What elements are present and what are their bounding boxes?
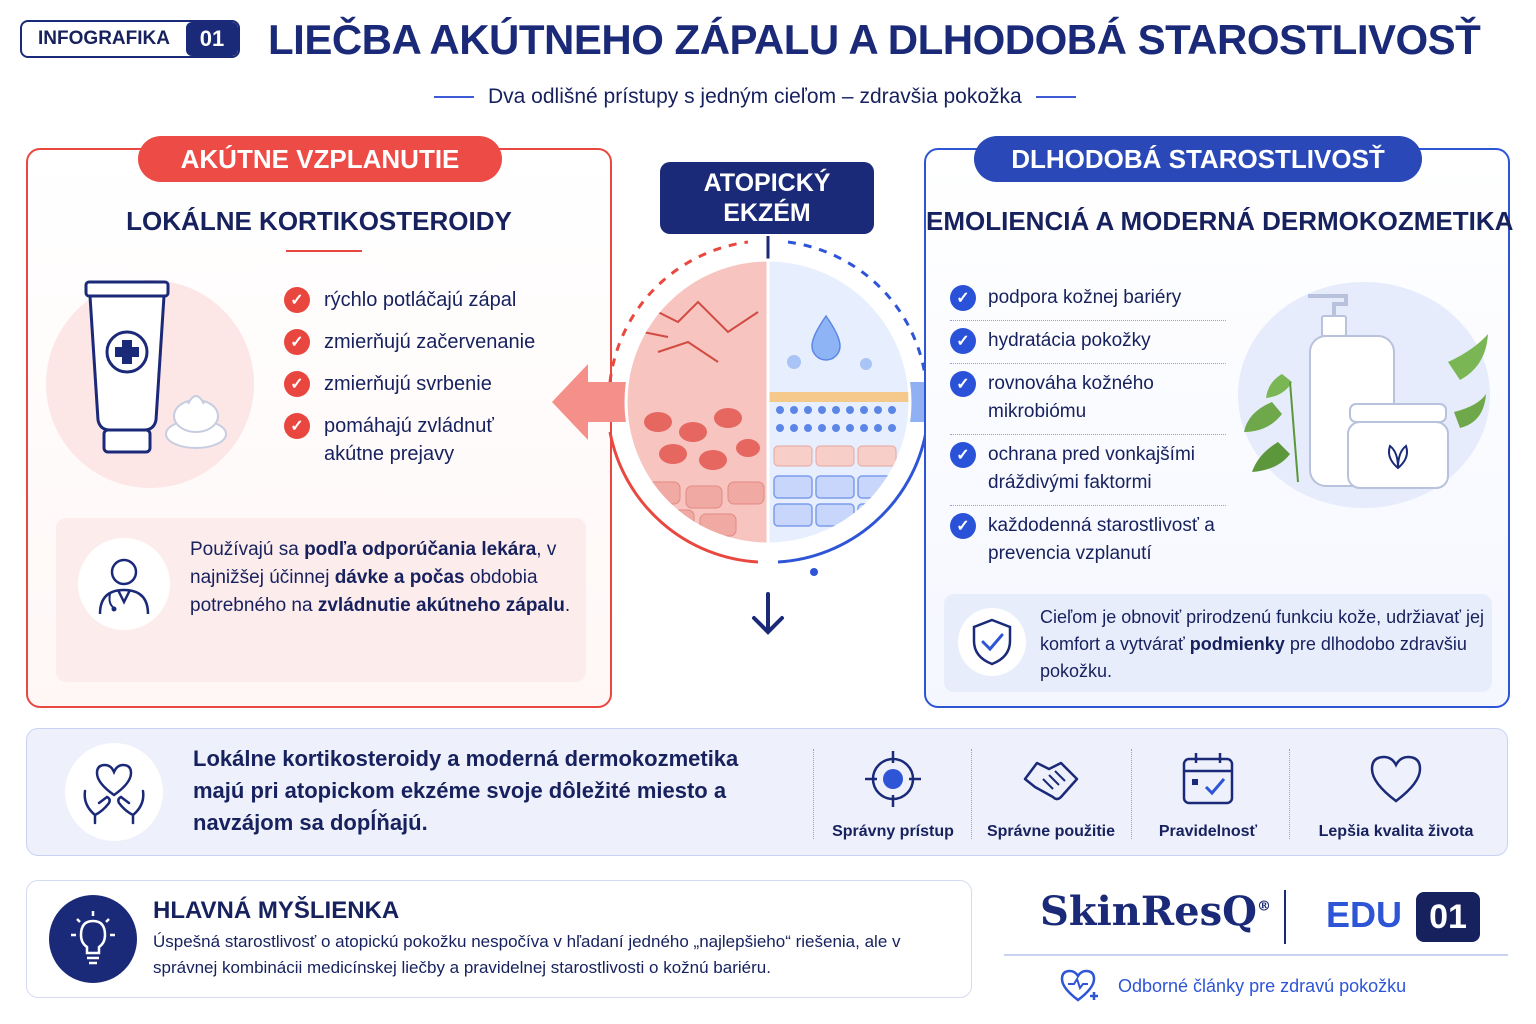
check-icon: ✓ [950, 328, 976, 354]
brand-separator [1284, 890, 1286, 944]
skinresq-logo [1040, 888, 1271, 935]
list-item [950, 364, 1226, 435]
acute-flare-pill: AKÚTNE VZPLANUTIE [138, 136, 502, 182]
check-icon: ✓ [284, 371, 310, 397]
list-item [284, 328, 535, 356]
list-item-text: rovnováha kožného mikrobiómu [988, 373, 1154, 422]
check-icon: ✓ [950, 371, 976, 397]
edu-number: 01 [1416, 892, 1480, 942]
list-item [950, 506, 1226, 576]
calendar-icon [1178, 749, 1238, 809]
branding-rule [1004, 954, 1508, 956]
main-idea-text: Úspešná starostlivosť o atopickú pokožku nespočíva v hľadaní jedného „najlepšieho“ riešenia, ale v správnej kombinácii medicínskej liečby a pravidelnej starostlivosti o kožnú bariéru. [153, 932, 901, 977]
long-term-care-pill: DLHODOBÁ STAROSTLIVOSŤ [974, 136, 1422, 182]
heart-pulse-icon [1060, 968, 1100, 1004]
heading-underline [286, 250, 362, 252]
benefit-correct-use [981, 749, 1121, 841]
page-title: LIEČBA AKÚTNEHO ZÁPALU A DLHODOBÁ STAROSTLIVOSŤ [268, 16, 1481, 63]
check-icon: ✓ [284, 329, 310, 355]
goal-sentence: Cieľom je obnoviť prirodzenú funkciu kože, udržiavať jej komfort a vytvárať [1040, 607, 1484, 654]
summary-band [26, 728, 1508, 856]
check-icon: ✓ [950, 285, 976, 311]
atopic-eczema-label: ATOPICKÝ EKZÉM [660, 162, 874, 234]
doctor-icon [78, 538, 170, 630]
summary-text: Lokálne kortikosteroidy a moderná dermokozmetika majú pri atopickom ekzéme svoje dôležité miesto a navzájom sa dopĺňajú. [193, 746, 739, 835]
check-icon: ✓ [284, 413, 310, 439]
list-item [284, 370, 535, 398]
separator [1289, 749, 1290, 839]
infografika-badge [20, 20, 240, 58]
goal-note [944, 594, 1492, 692]
list-item [950, 278, 1226, 321]
badge-number: 01 [186, 22, 238, 56]
skin-cross-section-illustration [548, 232, 988, 644]
doctor-note-text [190, 536, 574, 620]
benefit-correct-approach [825, 749, 961, 841]
main-idea-box [26, 880, 972, 998]
benefit-label: Správne použitie [986, 823, 1116, 840]
badge-label: INFOGRAFIKA [38, 28, 170, 49]
cream-tube-illustration [46, 280, 254, 488]
shield-check-icon [958, 608, 1026, 676]
check-icon: ✓ [284, 287, 310, 313]
tagline: Odborné články pre zdravú pokožku [1118, 976, 1407, 996]
benefit-regularity [1141, 749, 1275, 841]
main-idea-title: HLAVNÁ MYŠLIENKA [153, 897, 400, 924]
benefit-label: Pravidelnosť [1158, 823, 1258, 840]
list-item-text: podpora kožnej bariéry [988, 287, 1182, 308]
benefit-quality-of-life [1301, 749, 1491, 841]
subtitle-row [434, 85, 1174, 109]
list-item-text: hydratácia pokožky [988, 330, 1151, 351]
list-item [284, 286, 535, 314]
goal-text [1040, 604, 1484, 685]
lightbulb-icon [49, 895, 137, 983]
note-text: , v najnižšej účinnej [190, 539, 557, 588]
separator [971, 749, 972, 839]
benefit-label: Lepšia kvalita života [1318, 823, 1474, 840]
corticosteroids-heading: LOKÁLNE KORTIKOSTEROIDY [126, 206, 512, 236]
heart-icon [1366, 749, 1426, 809]
check-icon: ✓ [950, 442, 976, 468]
separator [1131, 749, 1132, 839]
list-item-text: každodenná starostlivosť a prevencia vzplanutí [988, 515, 1215, 564]
emollient-products-illustration [1238, 282, 1490, 508]
logo-text: SkinResQ [1040, 888, 1257, 935]
note-text: obdobia potrebného na [190, 567, 538, 616]
list-item [950, 435, 1226, 506]
cream-tube-icon [46, 280, 254, 488]
list-item-text: zmierňujú svrbenie [324, 373, 492, 395]
target-icon [863, 749, 923, 809]
corticosteroid-benefits-list [284, 286, 535, 482]
check-icon: ✓ [950, 513, 976, 539]
list-item-text: pomáhajú zvládnuť akútne prejavy [324, 415, 494, 465]
doctor-note [56, 518, 586, 682]
handshake-icon [1021, 749, 1081, 809]
list-item-text: ochrana pred vonkajšími dráždivými faktormi [988, 444, 1195, 493]
acute-flare-panel [26, 143, 612, 708]
down-arrow-icon [754, 594, 782, 632]
subtitle-rule-right [1036, 96, 1076, 98]
long-term-care-panel [924, 143, 1514, 708]
note-text: Používajú sa [190, 539, 305, 560]
benefit-label: Správny prístup [832, 823, 954, 840]
list-item [950, 321, 1226, 364]
registered-mark: ® [1256, 898, 1271, 915]
emollient-benefits-list [950, 278, 1226, 576]
goal-sentence: pre dlhodobo zdravšiu pokožku. [1040, 634, 1467, 681]
edu-label: EDU [1326, 894, 1403, 935]
goal-bold: podmienky [1189, 634, 1285, 654]
list-item-text: rýchlo potláčajú zápal [324, 289, 517, 311]
note-bold: podľa odporúčania lekára [304, 539, 537, 560]
note-text: . [564, 595, 571, 616]
page-subtitle: Dva odlišné prístupy s jedným cieľom – zdravšia pokožka [488, 85, 1022, 108]
separator [813, 749, 814, 839]
list-item [284, 412, 535, 468]
heart-hands-icon [65, 743, 163, 841]
subtitle-rule-left [434, 96, 474, 98]
note-bold: zvládnutie akútneho zápalu [317, 595, 565, 616]
emollients-heading: EMOLIENCIÁ A MODERNÁ DERMOKOZMETIKA [926, 206, 1514, 236]
list-item-text: zmierňujú začervenanie [324, 331, 536, 353]
note-bold: dávke a počas [334, 567, 465, 588]
pump-bottle-icon [1238, 282, 1490, 508]
